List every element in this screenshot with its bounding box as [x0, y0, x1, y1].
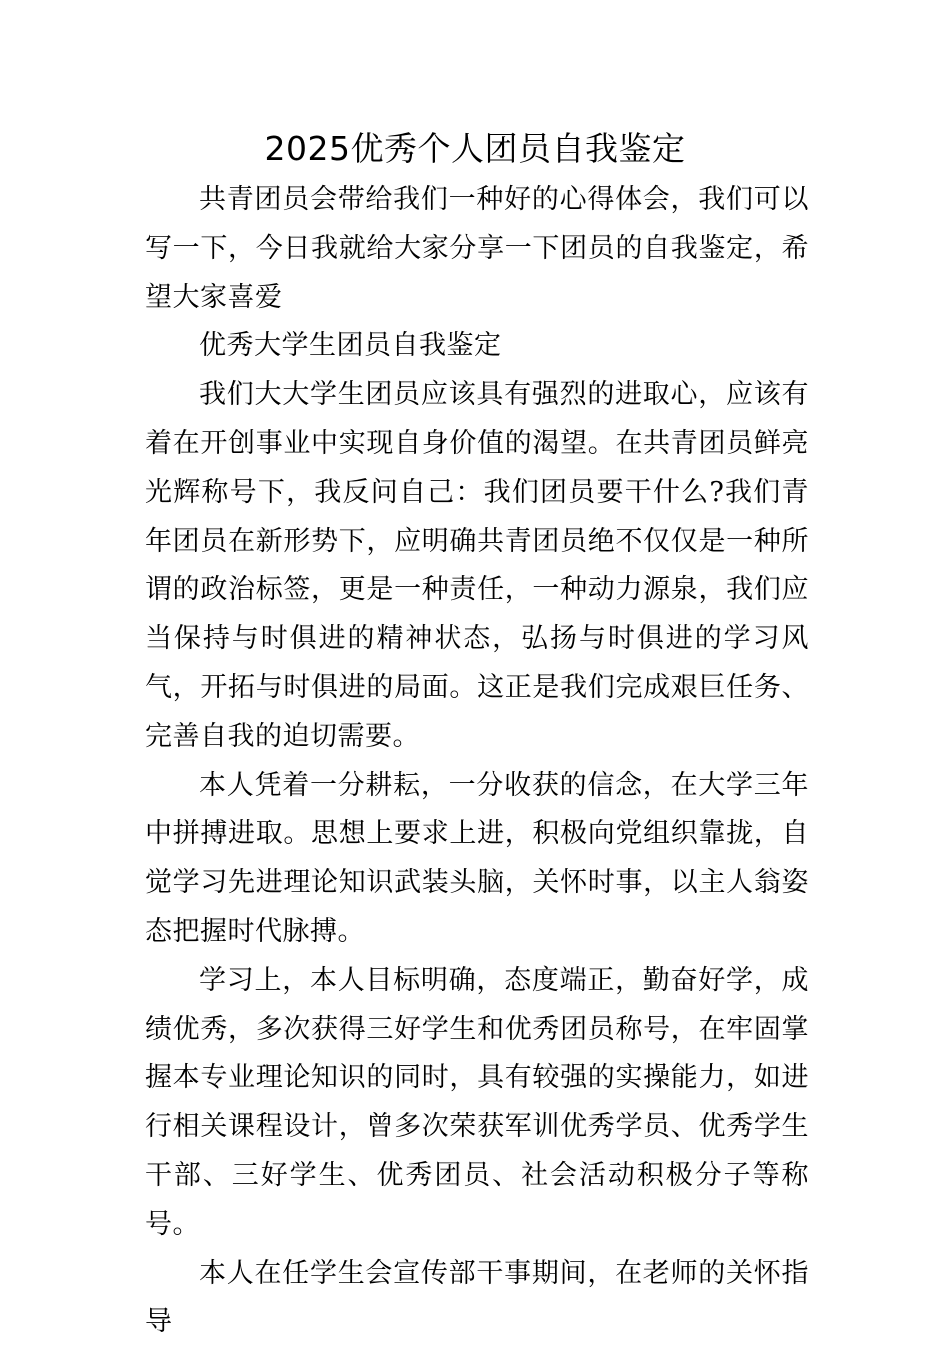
- paragraph-aspiration: 我们大大学生团员应该具有强烈的进取心，应该有着在开创事业中实现自身价值的渴望。在共青团员鲜亮光辉称号下，我反问自己：我们团员要干什么?我们青年团员在新形势下，应明确共青团员绝不仅仅是一种所谓的政治标签，更是一种责任，一种动力源泉，我们应当保持与时俱进的精神状态，弘扬与时俱进的学习风气，开拓与时俱进的局面。这正是我们完成艰巨任务、完善自我的迫切需要。: [145, 379, 809, 752]
- section-heading: 优秀大学生团员自我鉴定: [199, 330, 502, 362]
- document-title: 2025优秀个人团员自我鉴定: [264, 129, 686, 168]
- paragraph-student-union: 本人在任学生会宣传部干事期间，在老师的关怀指导: [145, 1257, 809, 1338]
- paragraph-ideology: 本人凭着一分耕耘，一分收获的信念，在大学三年中拼搏进取。思想上要求上进，积极向党组织靠拢，自觉学习先进理论知识武装头脑，关怀时事，以主人翁姿态把握时代脉搏。: [145, 769, 809, 947]
- paragraph-study: 学习上，本人目标明确，态度端正，勤奋好学，成绩优秀，多次获得三好学生和优秀团员称号，在牢固掌握本专业理论知识的同时，具有较强的实操能力，如进行相关课程设计，曾多次荣获军训优秀学员、优秀学生干部、三好学生、优秀团员、社会活动积极分子等称号。: [145, 964, 809, 1240]
- document-body: [145, 176, 809, 1347]
- paragraph-intro: 共青团员会带给我们一种好的心得体会，我们可以写一下，今日我就给大家分享一下团员的自我鉴定，希望大家喜爱: [145, 184, 809, 313]
